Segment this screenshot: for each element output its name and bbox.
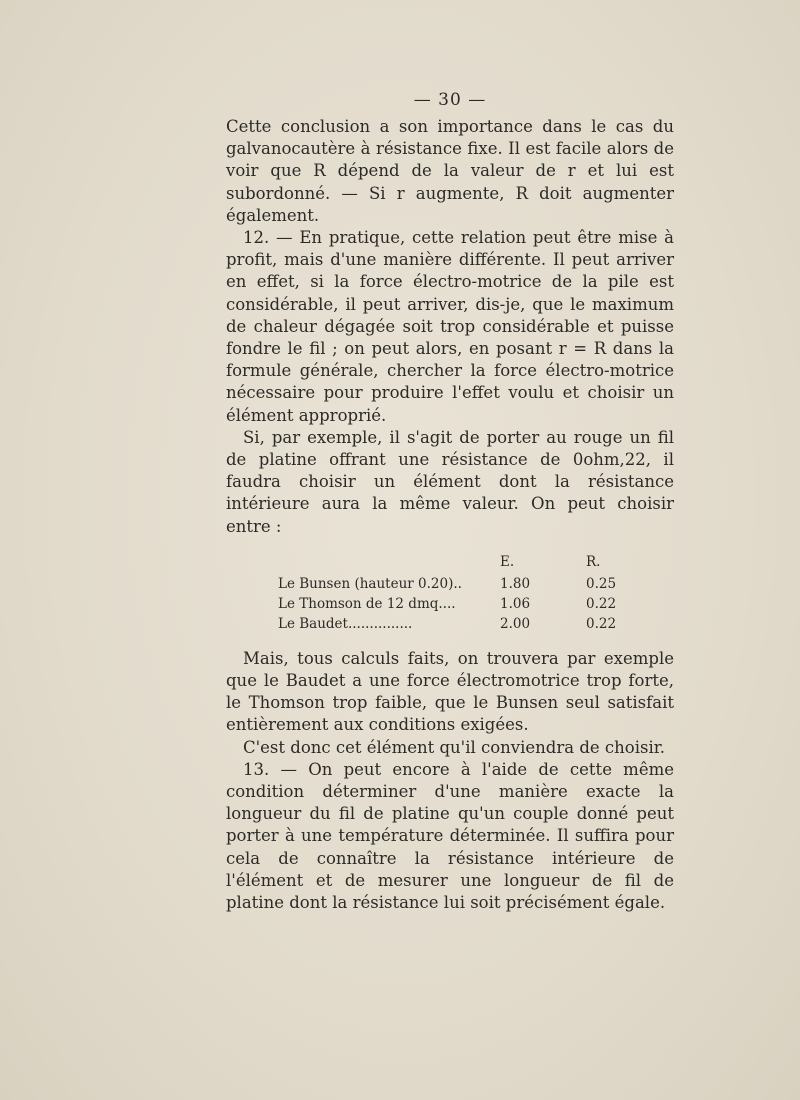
table-row <box>278 594 646 614</box>
row-r-value: 0.22 <box>586 595 617 612</box>
paragraph-12: 12. — En pratique, cette relation peut être mise à profit, mais d'une manière différente. Il peut arriver en effet, si la force électro-motrice de la pile est considérable, il peut arriver, dis-je, que le maximum de chaleur dégagée soit trop considérable et puisse fondre le fil ; on peut alors, en posant r = R dans la formule générale, chercher la force électro-motrice nécessaire pour produire l'effet voulu et choisir un élément approprié. <box>226 228 674 425</box>
paragraph-example: Si, par exemple, il s'agit de porter au rouge un fil de platine offrant une résistance de 0ohm,22, il faudra choisir un élément dont la résistance intérieure aura la même valeur. On peut choisir entre : <box>226 427 674 536</box>
body-text <box>226 116 674 914</box>
table-header-e: E. <box>500 553 515 570</box>
table-row <box>278 614 646 634</box>
table-row <box>278 574 646 594</box>
paragraph-conclusion: Cette conclusion a son importance dans le cas du galvanocautère à résistance fixe. Il est facile alors de voir que R dépend de la valeur de r et lui est subordonné. — Si r augmente, R doit augmenter également. <box>226 117 674 225</box>
row-e-value: 2.00 <box>500 615 531 632</box>
table-header-blank <box>278 552 500 574</box>
paragraph-choisir: C'est donc cet élément qu'il conviendra de choisir. <box>243 737 666 757</box>
row-label: Le Bunsen (hauteur 0.20).. <box>278 575 462 592</box>
table-header-row <box>278 552 646 574</box>
row-label: Le Baudet............... <box>278 615 413 632</box>
row-r-value: 0.25 <box>586 575 617 592</box>
table-header-r: R. <box>586 553 601 570</box>
row-r-value: 0.22 <box>586 615 617 632</box>
row-e-value: 1.80 <box>500 575 531 592</box>
paragraph-calculs: Mais, tous calculs faits, on trouvera par exemple que le Baudet a une force électromotrice trop forte, le Thomson trop faible, que le Bunsen seul satisfait entièrement aux conditions exigées. <box>226 648 674 735</box>
paragraph-13: 13. — On peut encore à l'aide de cette même condition déterminer d'une manière exacte la longueur du fil de platine qu'un couple donné peut porter à une température déterminée. Il suffira pour cela de connaître la résistance intérieure de l'élément et de mesurer une longueur de fil de platine dont la résistance lui soit précisément égale. <box>226 759 674 913</box>
page-number: — 30 — <box>413 90 487 110</box>
element-table <box>226 552 674 634</box>
row-e-value: 1.06 <box>500 595 531 612</box>
row-label: Le Thomson de 12 dmq.... <box>278 595 456 612</box>
